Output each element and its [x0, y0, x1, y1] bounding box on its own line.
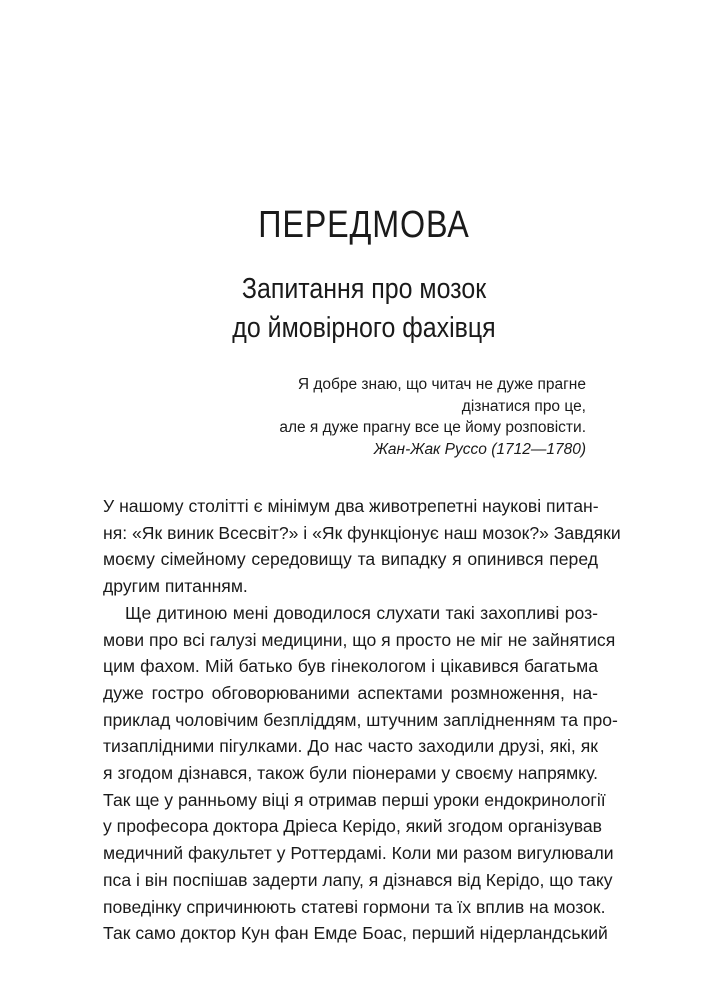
epigraph-line-1: Я добре знаю, що читач не дуже прагне	[297, 376, 586, 393]
chapter-title: ПЕРЕДМОВА	[258, 204, 470, 246]
epigraph-line-2: дізнатися про це,	[461, 397, 586, 415]
body-text	[103, 493, 621, 947]
body-line: другим питанням.	[103, 576, 248, 597]
epigraph	[226, 374, 586, 460]
subtitle-line-1: Запитання про мозок	[241, 273, 487, 305]
body-line: пса і він поспішав задерти лапу, я дізнався від Керідо, що таку	[103, 869, 613, 890]
body-line: ня: «Як виник Всесвіт?» і «Як функціонує наш мозок?» Завдяки	[103, 522, 621, 543]
body-line: тизаплідними пігулками. До нас часто заходили друзі, які, як	[103, 736, 598, 757]
body-line: моєму сімейному середовищу та випадку я опинився перед	[103, 549, 598, 570]
body-line: дуже гостро обговорюваними аспектами розмноження, на-	[103, 682, 598, 703]
body-line: Так ще у ранньому віці я отримав перші уроки ендокринології	[103, 789, 606, 810]
body-line: поведінку спричинюють статеві гормони та їх вплив на мозок.	[103, 896, 606, 917]
body-line: медичний факультет у Роттердамі. Коли ми разом вигулювали	[103, 843, 614, 864]
body-line: у професора доктора Дріеса Керідо, який згодом організував	[103, 816, 602, 837]
body-line: Так само доктор Кун фан Емде Боас, перший нідерландський	[103, 923, 608, 944]
body-line: я згодом дізнався, також були піонерами у своєму напрямку.	[103, 763, 598, 784]
chapter-subtitle	[51, 270, 677, 348]
body-line: У нашому столітті є мінімум два животрепетні наукові питан-	[103, 496, 599, 516]
body-line: цим фахом. Мій батько був гінекологом і цікавився багатьма	[103, 656, 598, 677]
epigraph-author: Жан-Жак Руссо (1712—1780)	[373, 440, 586, 458]
body-line: мови про всі галузі медицини, що я просто не міг не зайнятися	[103, 629, 616, 650]
body-line: Ще дитиною мені доводилося слухати такі захопливі роз-	[125, 602, 598, 623]
body-line: приклад чоловічим безпліддям, штучним заплідненням та про-	[103, 709, 618, 730]
epigraph-line-3: але я дуже прагну все це йому розповісти.	[279, 419, 586, 436]
subtitle-line-2: до ймовірного фахівця	[232, 312, 496, 344]
